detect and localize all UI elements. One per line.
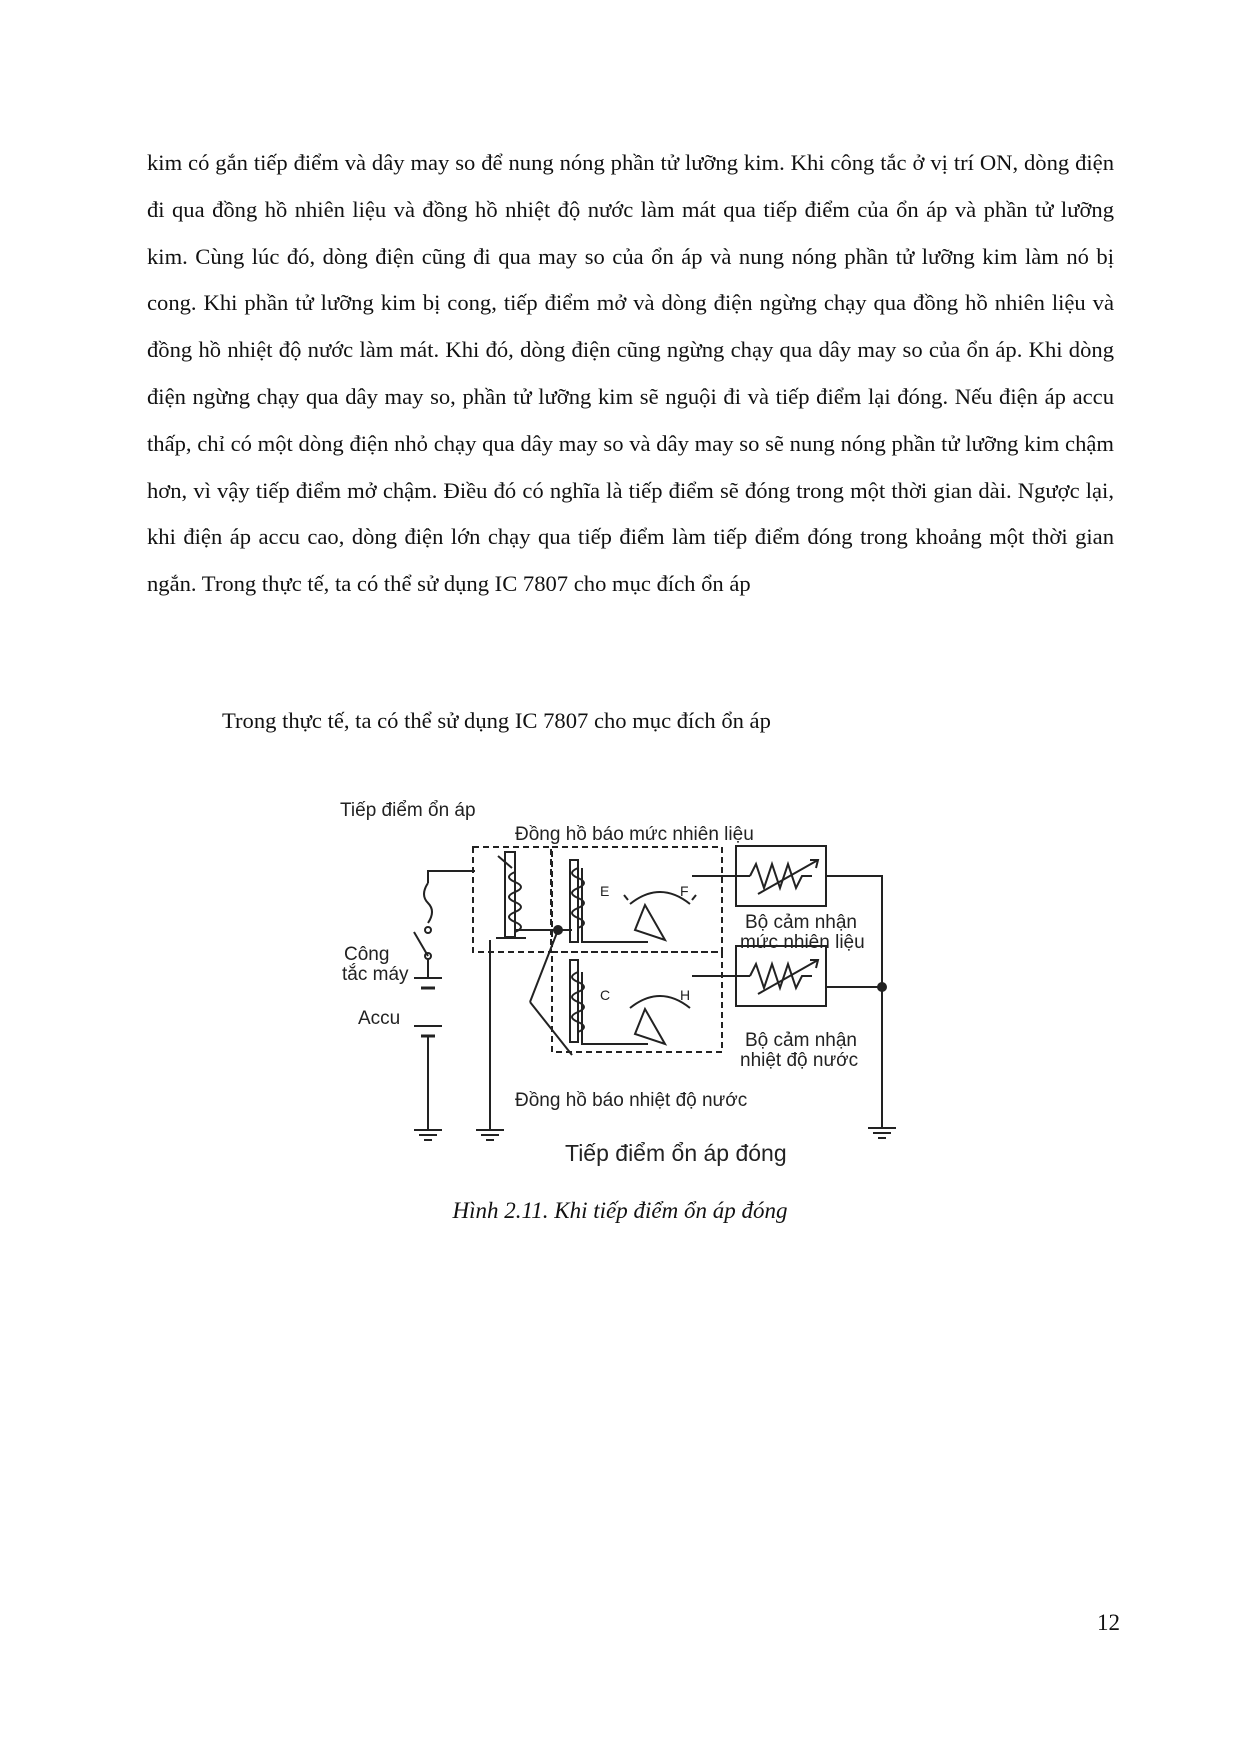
label-switch-2: tắc máy [342,964,409,985]
temp-scale-high: H [680,987,691,1003]
temp-scale-low: C [600,987,611,1003]
switch-lever [414,932,428,956]
fuel-scale-low: E [600,883,610,899]
label-switch-1: Công [344,944,390,965]
label-battery: Accu [358,1008,401,1029]
wire-fuel-to-sensor [574,857,722,868]
circuit-diagram [300,780,980,1180]
label-fuel-sensor-2: mức nhiên liệu [740,932,865,953]
wire-left-top [428,871,475,883]
figure-caption: Hình 2.11. Khi tiếp điểm ổn áp đóng [452,1198,788,1223]
fuel-gauge-needle [635,905,665,940]
wire-regulator-ground [475,898,496,940]
label-regulator-contact: Tiếp điểm ổn áp [340,800,476,821]
ground-symbol-3 [868,1128,896,1138]
page-number: 12 [1097,1610,1120,1635]
label-temp-sensor-2: nhiệt độ nước [740,1050,859,1071]
temp-gauge-needle [635,1009,665,1044]
body-paragraph-2: Trong thực tế, ta có thể sử dụng IC 7807 cho mục đích ổn áp [222,708,771,733]
fuel-scale-high: F [680,883,689,899]
label-fuel-sensor-1: Bộ cảm nhận [745,912,857,933]
fuse [424,883,432,923]
switch-contact-top [425,927,431,933]
figure-subtitle: Tiếp điểm ổn áp đóng [565,1140,787,1166]
body-paragraph: kim có gắn tiếp điểm và dây may so để nung nóng phần tử lưỡng kim. Khi công tắc ở vị trí ON, dòng điện đi qua đồng hồ nhiên liệu và đồng hồ nhiệt độ nước làm mát qua tiếp điểm của ổn áp và phần tử lưỡng kim. Cùng lúc đó, dòng điện cũng đi qua may so của ổn áp và nung nóng phần tử lưỡng kim làm nó bị cong. Khi phần tử lưỡng kim bị cong, tiếp điểm mở và dòng điện ngừng chạy qua đồng hồ nhiên liệu và đồng hồ nhiệt độ nước làm mát. Khi đó, dòng điện cũng ngừng chạy qua dây may so của ổn áp. Khi dòng điện ngừng chạy qua dây may so, phần tử lưỡng kim sẽ nguội đi và tiếp điểm lại đóng. Nếu điện áp accu thấp, chỉ có một dòng điện nhỏ chạy qua dây may so và dây may so sẽ nung nóng phần tử lưỡng kim chậm hơn, vì vậy tiếp điểm mở chậm. Điều đó có nghĩa là tiếp điểm sẽ đóng trong một thời gian dài. Ngược lại, khi điện áp accu cao, dòng điện lớn chạy qua tiếp điểm làm tiếp điểm đóng trong khoảng một thời gian ngắn. Trong thực tế, ta có thể sử dụng IC 7807 cho mục đích ổn áp [147,150,1114,597]
label-fuel-gauge: Đồng hồ báo mức nhiên liệu [515,824,754,845]
wire-junction-temp [530,930,558,1002]
regulator-coil [509,872,521,932]
ground-symbol-2 [476,1130,504,1140]
ground-symbol-1 [414,1130,442,1140]
label-temp-sensor-1: Bộ cảm nhận [745,1030,857,1051]
label-temp-gauge: Đồng hồ báo nhiệt độ nước [515,1090,748,1111]
